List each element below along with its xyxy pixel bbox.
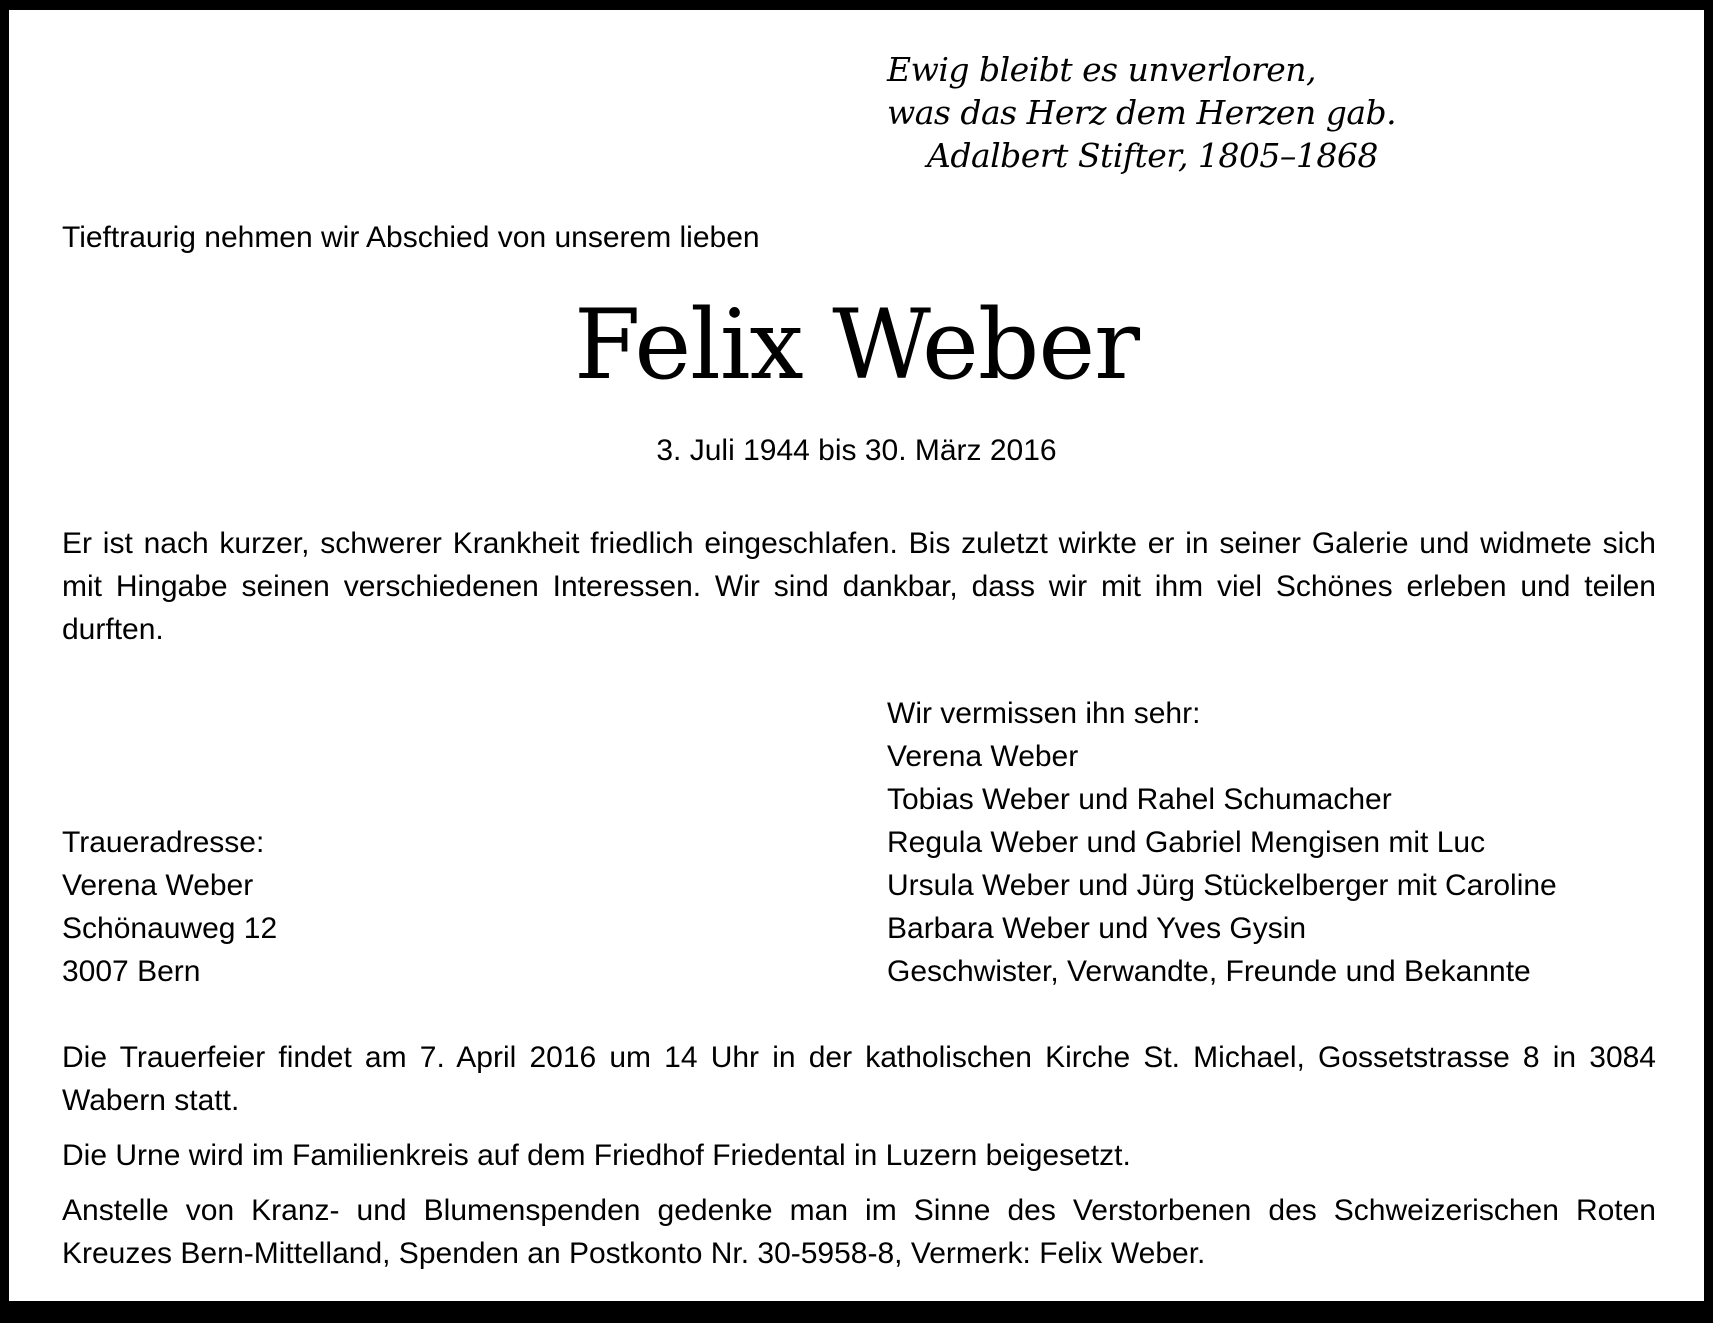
address-line: Verena Weber <box>62 869 254 902</box>
mourner-name: Verena Weber <box>887 740 1079 773</box>
burial-notice: Die Urne wird im Familienkreis auf dem Friedhof Friedental in Luzern beigesetzt. <box>62 1139 1131 1172</box>
life-dates: 3. Juli 1944 bis 30. März 2016 <box>656 434 1057 467</box>
mourning-address <box>62 821 277 993</box>
mourners-heading: Wir vermissen ihn sehr: <box>887 697 1201 730</box>
intro-text: Tieftraurig nehmen wir Abschied von unserem lieben <box>62 221 760 254</box>
obituary-body: Er ist nach kurzer, schwerer Krankheit friedlich eingeschlafen. Bis zuletzt wirkte er in seiner Galerie und widmete sich mit Hingabe seinen verschiedenen Interessen. Wir sind dankbar, dass wir mit ihm viel Schönes erleben und teilen durften. <box>62 527 1656 646</box>
motto-quote <box>887 48 1396 177</box>
funeral-service-notice: Die Trauerfeier findet am 7. April 2016 um 14 Uhr in der katholischen Kirche St. Michael, Gossetstrasse 8 in 3084 Wabern statt. <box>62 1041 1656 1117</box>
motto-line-2: was das Herz dem Herzen gab. <box>887 93 1397 132</box>
mourner-name: Ursula Weber und Jürg Stückelberger mit Caroline <box>887 869 1557 902</box>
mourner-name: Barbara Weber und Yves Gysin <box>887 912 1307 945</box>
funeral-notices <box>62 1036 1656 1287</box>
mourners-list <box>887 692 1557 993</box>
address-line: 3007 Bern <box>62 955 201 988</box>
address-line: Schönauweg 12 <box>62 912 278 945</box>
deceased-name: Felix Weber <box>573 289 1140 401</box>
mourner-name: Tobias Weber und Rahel Schumacher <box>887 783 1392 816</box>
mourner-name: Regula Weber und Gabriel Mengisen mit Luc <box>887 826 1486 859</box>
mourner-name: Geschwister, Verwandte, Freunde und Bekannte <box>887 955 1531 988</box>
address-heading: Traueradresse: <box>62 826 265 859</box>
donation-notice: Anstelle von Kranz- und Blumenspenden gedenke man im Sinne des Verstorbenen des Schweizerischen Roten Kreuzes Bern-Mittelland, Spenden an Postkonto Nr. 30-5958-8, Vermerk: Felix Weber. <box>62 1194 1656 1270</box>
motto-author: Adalbert Stifter, 1805–1868 <box>927 136 1378 175</box>
motto-line-1: Ewig bleibt es unverloren, <box>887 50 1317 89</box>
